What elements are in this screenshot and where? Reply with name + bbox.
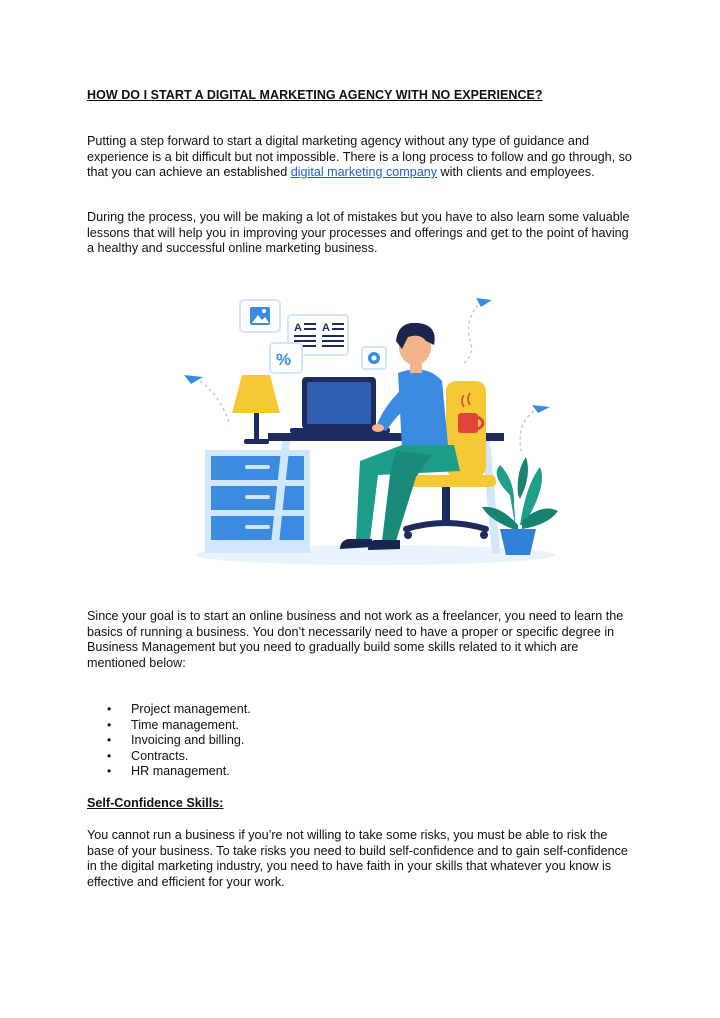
list-item-text: Contracts. (131, 748, 189, 763)
intro-paragraph (87, 134, 637, 181)
list-item (87, 764, 251, 780)
list-item-text: Time management. (131, 717, 240, 732)
list-item-text: Invoicing and billing. (131, 733, 245, 748)
gear-icon (362, 347, 386, 369)
plane-trail-left (200, 381, 230, 425)
list-item-text: Project management. (131, 702, 251, 716)
percent-card-icon (270, 343, 302, 373)
skills-list (87, 702, 251, 780)
list-item (87, 749, 251, 765)
section-heading: Self-Confidence Skills: (87, 796, 224, 810)
list-item-text: HR management. (131, 764, 230, 779)
bullet-icon: • (107, 717, 112, 732)
self-confidence-paragraph: You cannot run a business if you’re not willing to take some risks, you must be able to risk the base of your business. To take risks you need to build self-confidence and to gain self-confidence in the digital marketing industry, you need to have faith in your skills that whatever you know is effective and efficient for your work. (87, 828, 628, 889)
paper-plane-icon-right (476, 298, 492, 307)
bullet-icon: • (107, 748, 112, 763)
list-item (87, 718, 251, 734)
percent-symbol: % (276, 350, 292, 369)
drawer-cabinet (205, 450, 310, 553)
doc-letter-left: A (294, 322, 302, 334)
plane-trail-right (462, 305, 478, 365)
image-card-icon (240, 300, 280, 332)
bullet-icon: • (107, 702, 112, 716)
doc-letter-right: A (322, 322, 330, 334)
intro-text-before-link: Putting a step forward to start a digital marketing agency without any type of guidance and experience is a bit difficult but not impossible. There is a long process to follow and go through, so that you can achieve an established (87, 134, 632, 180)
page-title: HOW DO I START A DIGITAL MARKETING AGENCY WITH NO EXPERIENCE? (87, 88, 543, 102)
list-item (87, 733, 251, 749)
digital-marketing-company-link[interactable]: digital marketing company (290, 165, 438, 180)
paper-plane-icon-left (184, 375, 203, 384)
intro-text-after-link: with clients and employees. (437, 165, 595, 180)
bullet-icon: • (107, 764, 112, 779)
bullet-icon: • (107, 733, 112, 748)
paper-plane-icon-far-right (532, 405, 550, 413)
office-worker-illustration (170, 285, 570, 580)
list-item (87, 702, 251, 718)
process-paragraph: During the process, you will be making a lot of mistakes but you have to also learn some valuable lessons that will help you in improving your processes and offerings and get to the point of having a healthy and successful online marketing business. (87, 210, 630, 256)
business-skills-paragraph: Since your goal is to start an online business and not work as a freelancer, you need to learn the basics of running a business. You don’t necessarily need to have a proper or specific degree in Business Management but you need to gradually build some skills related to it which are mentioned below: (87, 609, 624, 670)
plane-trail-far-right (520, 411, 534, 455)
